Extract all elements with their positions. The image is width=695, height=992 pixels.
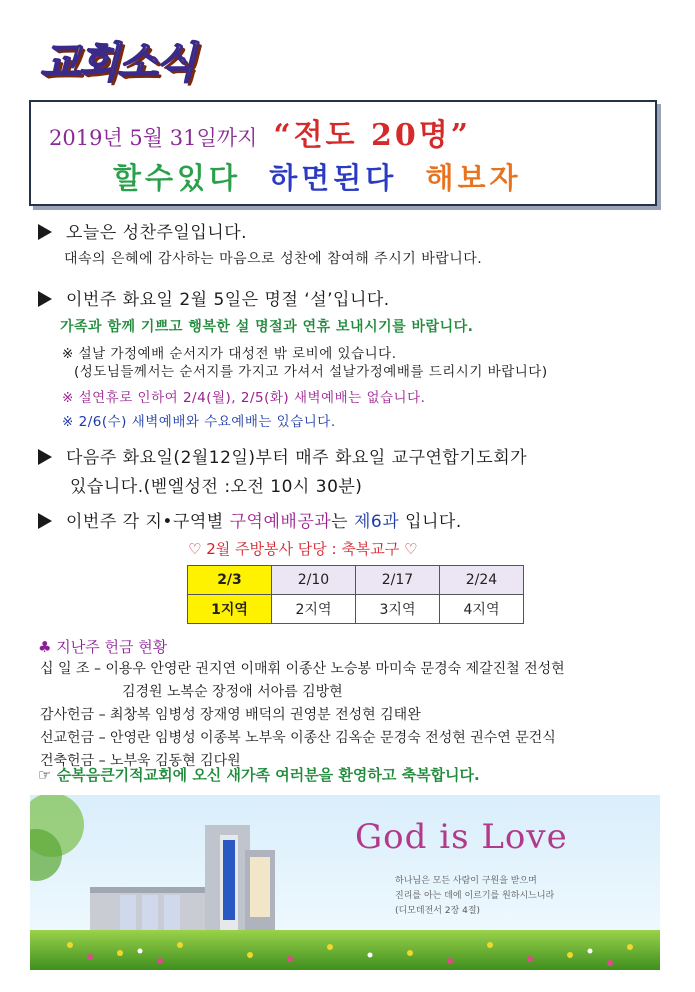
news-item-1-title: 오늘은 성찬주일입니다. — [38, 218, 247, 243]
news-item-2-note-2: (성도님들께서는 순서지를 가지고 가셔서 설날가정예배를 드리시기 바랍니다) — [74, 364, 548, 380]
offering-header: ♣ 지난주 헌금 현황 — [38, 638, 168, 656]
church-news-logo — [40, 30, 270, 90]
offering-row: 감사헌금 – 최창복 임병성 장재영 배덕의 권영분 전성현 김태완 — [40, 707, 421, 723]
duty-date-cell: 2/24 — [440, 566, 524, 595]
news-item-2-title: 이번주 화요일 2월 5일은 명절 ‘설’입니다. — [38, 285, 390, 310]
news-item-2-note-1: ※ 설날 가정예배 순서지가 대성전 밖 로비에 있습니다. — [62, 346, 397, 362]
banner-slogan-3: 해보자 — [425, 161, 522, 195]
offering-list — [40, 658, 565, 773]
banner-quote: “전도 20명” — [273, 118, 471, 153]
logo-text: 교회소식 — [40, 38, 195, 87]
duty-groups-row — [188, 595, 524, 624]
news-item-1-body: 대속의 은혜에 감사하는 마음으로 성찬에 참여해 주시기 바랍니다. — [64, 251, 483, 267]
triangle-bullet-icon — [38, 224, 52, 240]
duty-date-cell: 2/3 — [188, 566, 272, 595]
banner-slogan-2: 하면된다 — [269, 161, 398, 195]
triangle-bullet-icon — [38, 291, 52, 307]
duty-group-cell: 1지역 — [188, 595, 272, 624]
kitchen-duty-title: ♡ 2월 주방봉사 담당 : 축복교구 ♡ — [188, 540, 418, 558]
welcome-message: ☞ 순복음큰기적교회에 오신 새가족 여러분을 환영하고 축복합니다. — [38, 766, 480, 784]
photo-verse-line-1: 하나님은 모든 사람이 구원을 받으며 — [395, 876, 537, 886]
news-item-3-line-2: 있습니다.(벧엘성전 :오전 10시 30분) — [70, 477, 363, 497]
club-icon: ♣ — [38, 638, 52, 656]
photo-headline: God is Love — [355, 817, 568, 857]
news-item-2-greeting: 가족과 함께 기쁘고 행복한 설 명절과 연휴 보내시기를 바랍니다. — [60, 319, 474, 335]
offering-row: 김경원 노복순 장정애 서아름 김방현 — [122, 684, 343, 700]
duty-group-cell: 3지역 — [356, 595, 440, 624]
duty-group-cell: 2지역 — [272, 595, 356, 624]
church-photo-banner — [30, 795, 660, 970]
duty-date-cell: 2/17 — [356, 566, 440, 595]
photo-verse-reference: (디모데전서 2장 4절) — [395, 906, 481, 916]
evangelism-goal-banner — [29, 100, 657, 206]
news-item-2-note-4: ※ 2/6(수) 새벽예배와 수요예배는 있습니다. — [62, 414, 336, 430]
pointing-hand-icon: ☞ — [38, 766, 52, 784]
offering-row: 십 일 조 – 이용우 안영란 권지연 이매휘 이종산 노승봉 마미숙 문경숙 제갈진철 전성현 — [40, 661, 565, 677]
news-item-3-line-1: 다음주 화요일(2월12일)부터 매주 화요일 교구연합기도회가 — [38, 443, 527, 468]
banner-line2 — [113, 156, 522, 197]
banner-date: 2019년 5월 31일까지 — [49, 126, 258, 150]
offering-row: 건축헌금 – 노부욱 김동현 김다원 — [40, 753, 241, 769]
duty-group-cell: 4지역 — [440, 595, 524, 624]
duty-dates-row — [188, 566, 524, 595]
offering-row: 선교헌금 – 안영란 임병성 이종복 노부욱 이종산 김옥순 문경숙 전성현 권수연 문건식 — [40, 730, 556, 746]
kitchen-duty-table — [187, 565, 524, 624]
news-item-2-note-3: ※ 설연휴로 인하여 2/4(월), 2/5(화) 새벽예배는 없습니다. — [62, 390, 426, 406]
banner-line1 — [49, 110, 471, 154]
news-item-4: 이번주 각 지•구역별 구역예배공과는 제6과 입니다. — [38, 507, 462, 532]
duty-date-cell: 2/10 — [272, 566, 356, 595]
banner-slogan-1: 할수있다 — [113, 161, 242, 195]
triangle-bullet-icon — [38, 449, 52, 465]
photo-verse-line-2: 진리를 아는 데에 이르기를 원하시느니라 — [395, 891, 555, 901]
triangle-bullet-icon — [38, 513, 52, 529]
